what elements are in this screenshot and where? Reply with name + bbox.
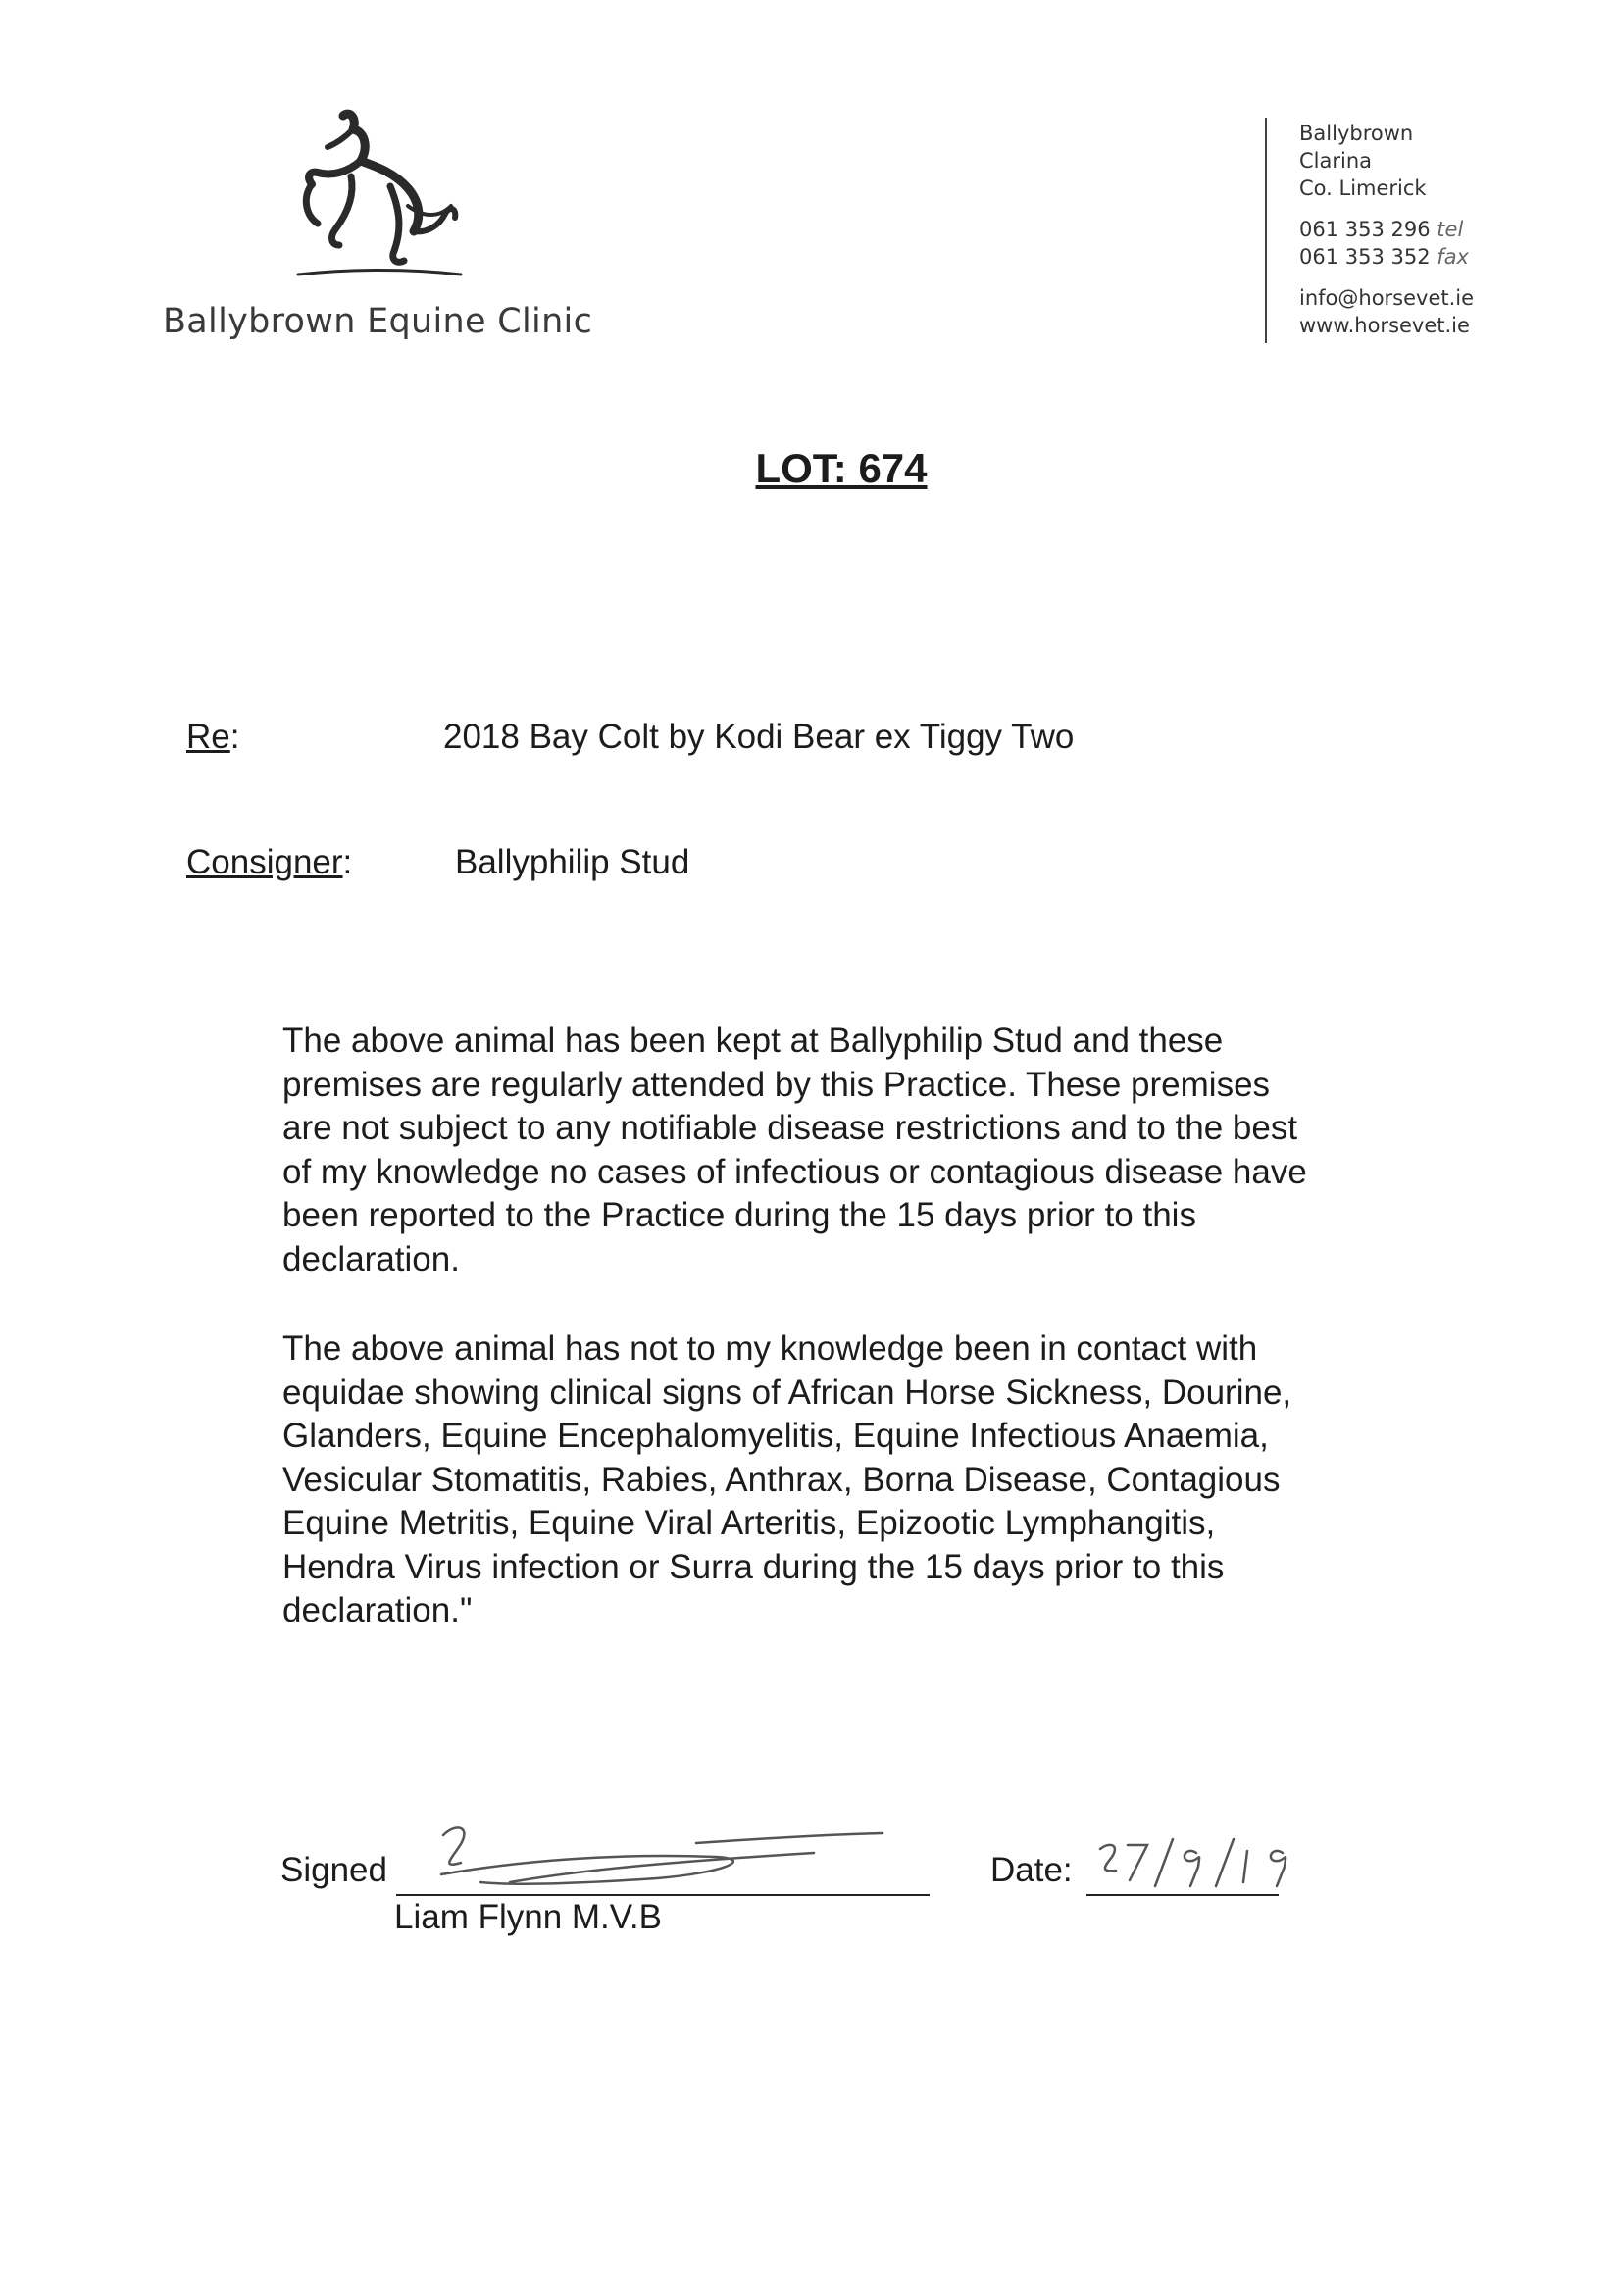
website-link[interactable]: www.horsevet.ie [1299,314,1470,337]
handwritten-date [1086,1831,1332,1890]
consigner-row [186,843,352,882]
consigner-colon: : [342,843,353,881]
address-line: Co. Limerick [1299,176,1427,200]
consigner-label: Consigner [186,843,343,881]
signatory-name: Liam Flynn M.V.B [394,1898,662,1936]
re-colon: : [229,718,240,756]
paragraph-text: The above animal has not to my knowledge been in contact with equidae showing clinical signs of African Horse Sickness, Dourine, Glanders, Equine Encephalomyelitis, Equine Infectious Anaemia, Vesicular Stomatitis, Rabies, Anthrax, Borna Disease, Contagious Equine Metritis, Equine Viral Arteritis, Epizootic Lymphangitis, Hendra Virus infection or Surra during the 15 days prior to this declaration." [282,1329,1292,1629]
telephone-label: tel [1437,218,1464,241]
handwritten-signature [402,1814,892,1912]
signed-label: Signed [280,1851,387,1889]
telephone [1299,216,1474,243]
re-row [186,718,239,757]
re-value: 2018 Bay Colt by Kodi Bear ex Tiggy Two [443,718,1075,756]
fax-label: fax [1437,245,1469,269]
fax [1299,243,1474,271]
lot-heading: LOT: 674 [755,445,928,491]
email-link[interactable]: info@horsevet.ie [1299,286,1475,310]
lot-heading-row [0,445,1614,492]
paragraph-text: The above animal has been kept at Ballyphilip Stud and these premises are regularly attended by this Practice. These premises are not subject to any notifiable disease restrictions and to the best of my knowledge no cases of infectious or contagious disease have been reported to the Practice during the 15 days prior to this declaration. [282,1022,1307,1278]
re-label: Re [186,718,230,756]
fax-number: 061 353 352 [1299,245,1431,269]
declaration-paragraph-2 [282,1327,1322,1633]
clinic-contact-block [1299,120,1474,339]
address-line: Ballybrown [1299,122,1414,145]
consigner-value: Ballyphilip Stud [455,843,690,881]
address-line: Clarina [1299,149,1373,173]
clinic-name: Ballybrown Equine Clinic [163,302,593,341]
date-label: Date: [990,1851,1073,1889]
date-line [1086,1894,1279,1896]
clinic-logo-horse [292,108,465,284]
letterhead-divider [1265,118,1267,343]
declaration-paragraph-1 [282,1020,1322,1281]
telephone-number: 061 353 296 [1299,218,1431,241]
